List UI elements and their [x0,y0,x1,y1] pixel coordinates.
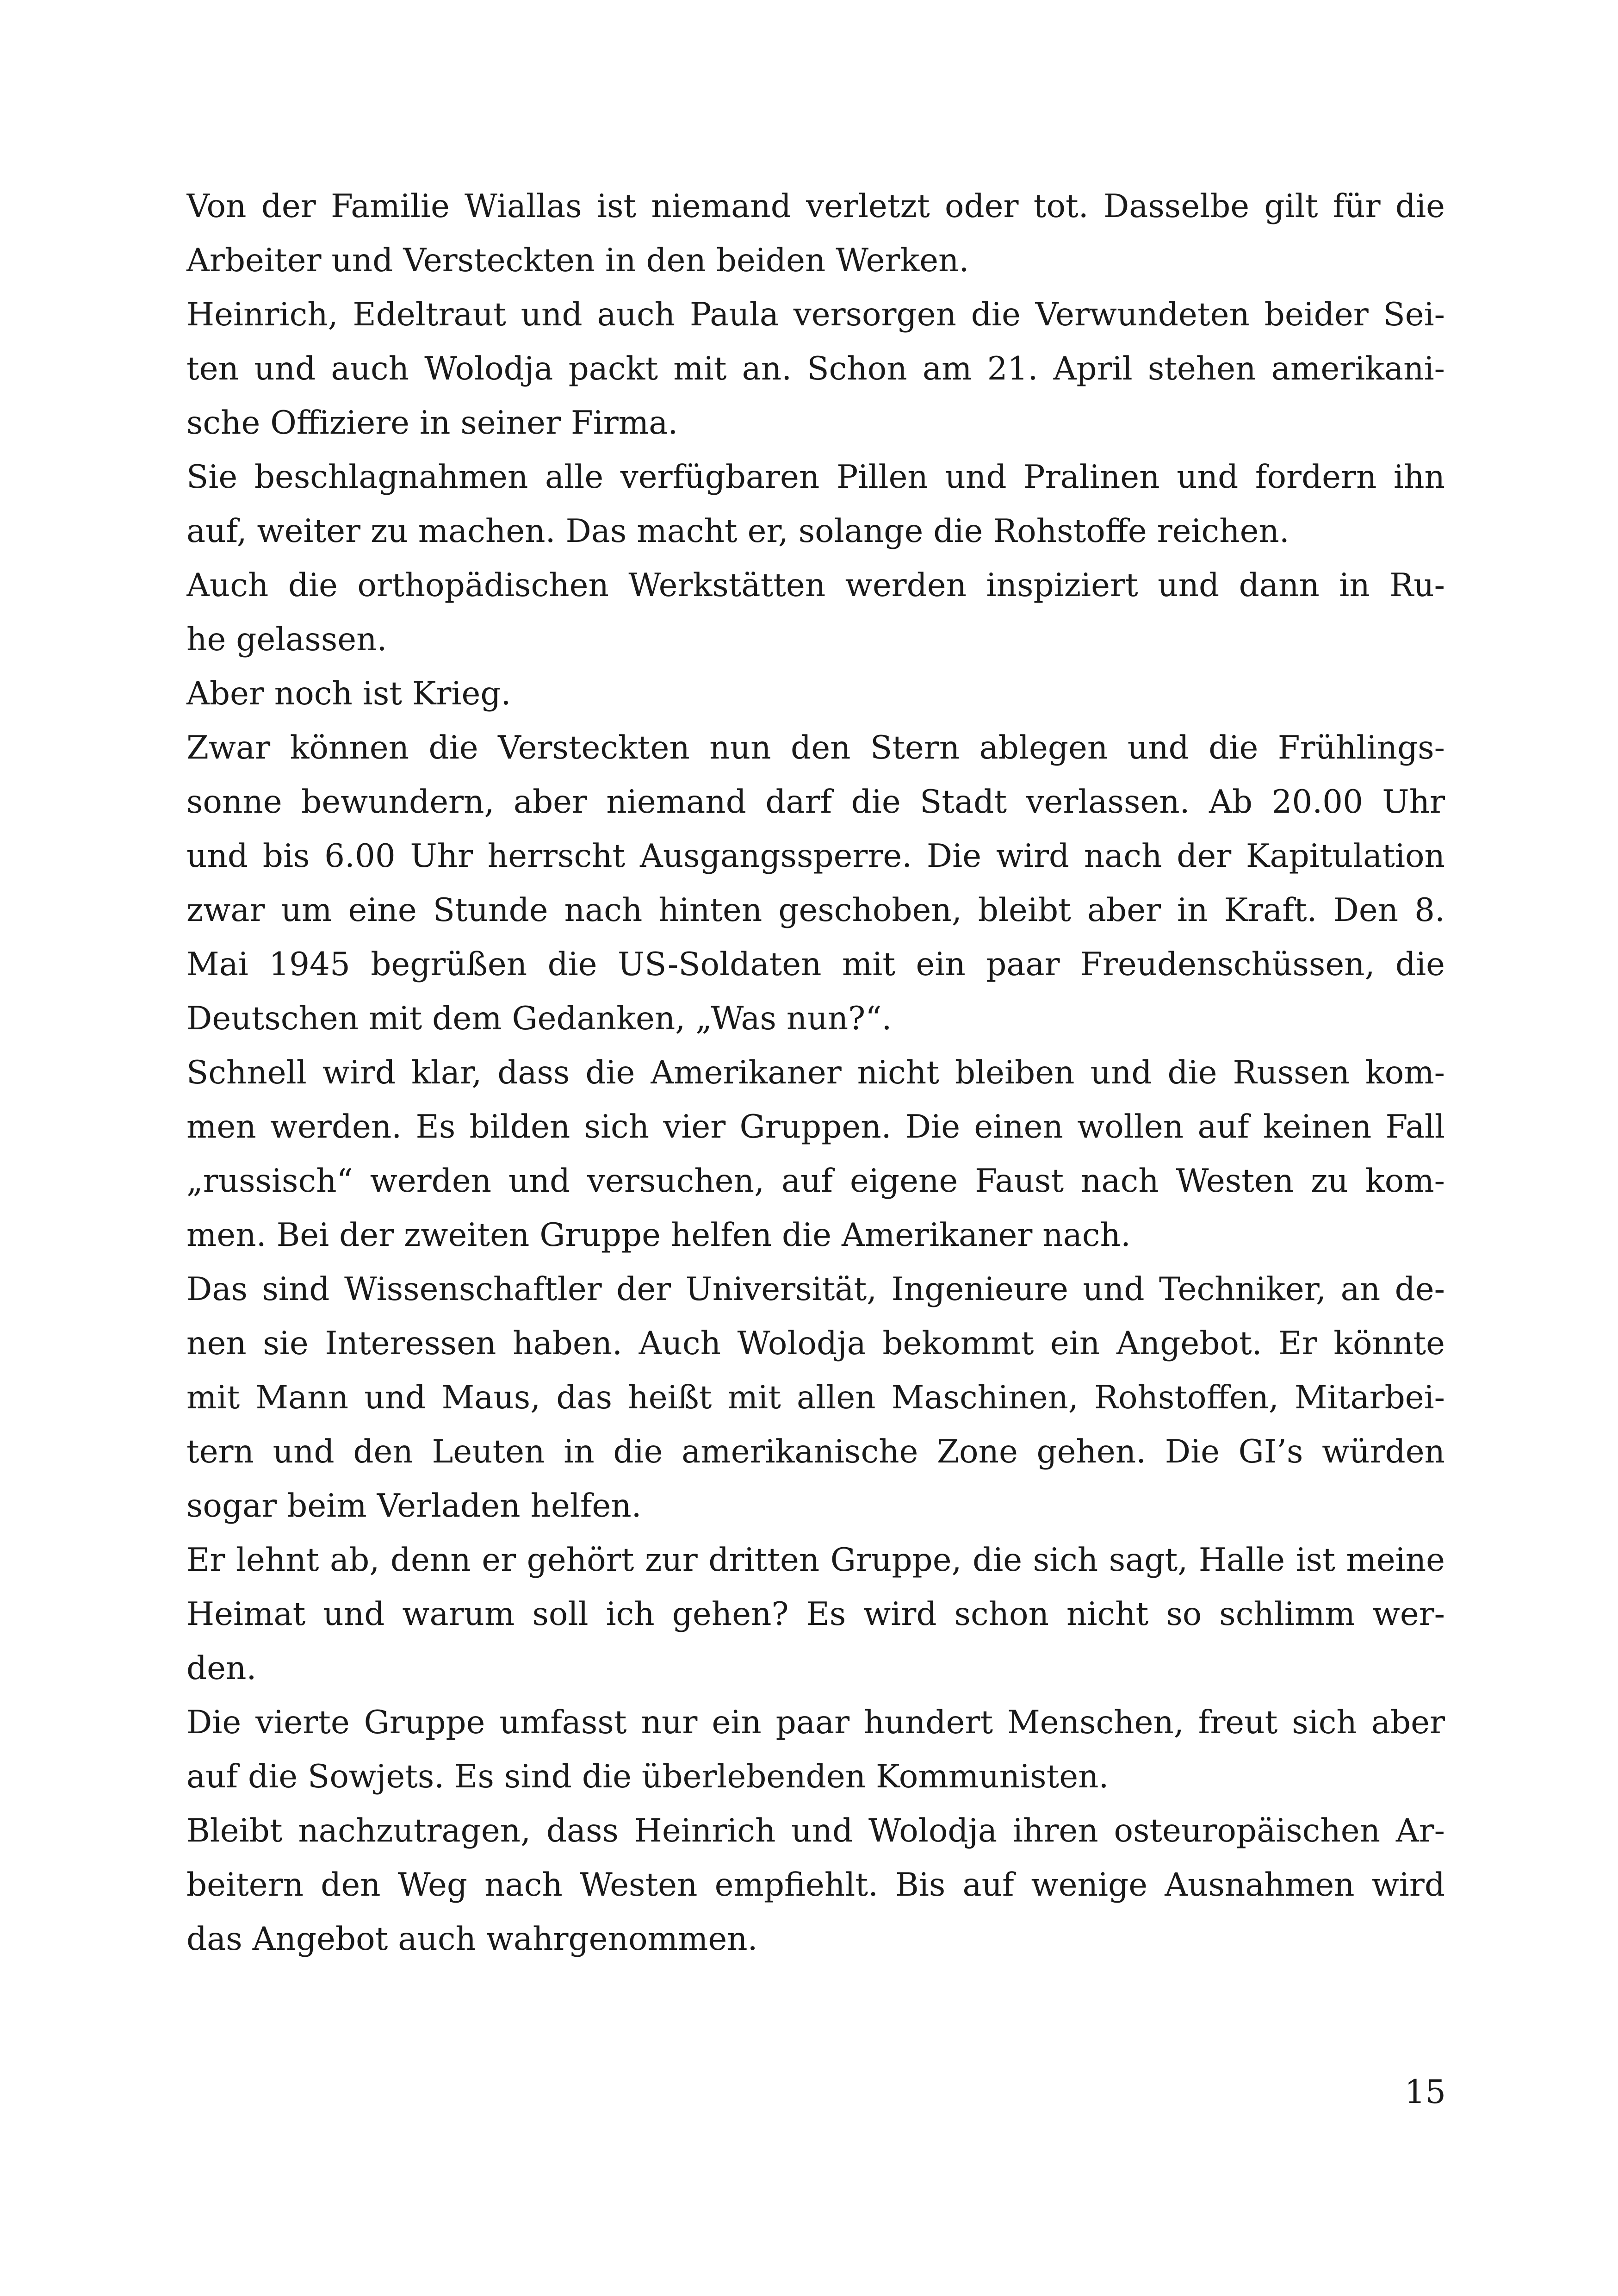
text-line: Zwar können die Versteckten nun den Stern ablegen und die Frühlings- [186,729,1445,766]
text-line: beitern den Weg nach Westen empfiehlt. Bis auf wenige Ausnahmen wird [186,1867,1445,1904]
text-line: Deutschen mit dem Gedanken, „Was nun?“. [186,1000,892,1037]
text-line: den. [186,1650,257,1687]
text-line: auf die Sowjets. Es sind die überlebenden Kommunisten. [186,1758,1109,1795]
text-line: Die vierte Gruppe umfasst nur ein paar hundert Menschen, freut sich aber [186,1704,1445,1741]
text-line: Arbeiter und Versteckten in den beiden Werken. [186,242,969,279]
text-line: sche Offiziere in seiner Firma. [186,404,678,442]
text-line: Heimat und warum soll ich gehen? Es wird schon nicht so schlimm wer- [186,1596,1445,1633]
text-line: Das sind Wissenschaftler der Universität, Ingenieure und Techniker, an de- [186,1271,1445,1308]
text-line: Von der Familie Wiallas ist niemand verletzt oder tot. Dasselbe gilt für die [186,188,1445,225]
text-line: und bis 6.00 Uhr herrscht Ausgangssperre. Die wird nach der Kapitulation [186,838,1445,875]
text-line: auf, weiter zu machen. Das macht er, solange die Rohstoffe reichen. [186,513,1289,550]
body-text [186,180,1445,1966]
page-number: 15 [1404,2073,1446,2111]
text-line: zwar um eine Stunde nach hinten geschoben, bleibt aber in Kraft. Den 8. [186,892,1445,929]
text-line: nen sie Interessen haben. Auch Wolodja bekommt ein Angebot. Er könnte [186,1325,1445,1362]
text-line: Bleibt nachzutragen, dass Heinrich und Wolodja ihren osteuropäischen Ar- [186,1812,1445,1849]
text-line: ten und auch Wolodja packt mit an. Schon am 21. April stehen amerikani- [186,350,1445,387]
text-line: Er lehnt ab, denn er gehört zur dritten Gruppe, die sich sagt, Halle ist meine [186,1542,1445,1579]
text-line: Sie beschlagnahmen alle verfügbaren Pillen und Pralinen und fordern ihn [186,459,1445,496]
text-line: tern und den Leuten in die amerikanische Zone gehen. Die GI’s würden [186,1433,1445,1470]
text-line: Auch die orthopädischen Werkstätten werden inspiziert und dann in Ru- [186,567,1445,604]
text-line: men. Bei der zweiten Gruppe helfen die Amerikaner nach. [186,1217,1131,1254]
text-line: he gelassen. [186,621,387,658]
text-line: das Angebot auch wahrgenommen. [186,1921,758,1958]
text-line: men werden. Es bilden sich vier Gruppen. Die einen wollen auf keinen Fall [186,1108,1445,1145]
text-line: mit Mann und Maus, das heißt mit allen Maschinen, Rohstoffen, Mitarbei- [186,1379,1445,1416]
text-line: sonne bewundern, aber niemand darf die Stadt verlassen. Ab 20.00 Uhr [186,784,1445,821]
text-line: „russisch“ werden und versuchen, auf eigene Faust nach Westen zu kom- [186,1163,1445,1200]
text-line: Schnell wird klar, dass die Amerikaner nicht bleiben und die Russen kom- [186,1054,1445,1091]
text-line: Aber noch ist Krieg. [186,675,511,712]
text-line: Mai 1945 begrüßen die US-Soldaten mit ein paar Freudenschüssen, die [186,946,1445,983]
text-line: sogar beim Verladen helfen. [186,1487,642,1524]
text-line: Heinrich, Edeltraut und auch Paula versorgen die Verwundeten beider Sei- [186,296,1445,333]
